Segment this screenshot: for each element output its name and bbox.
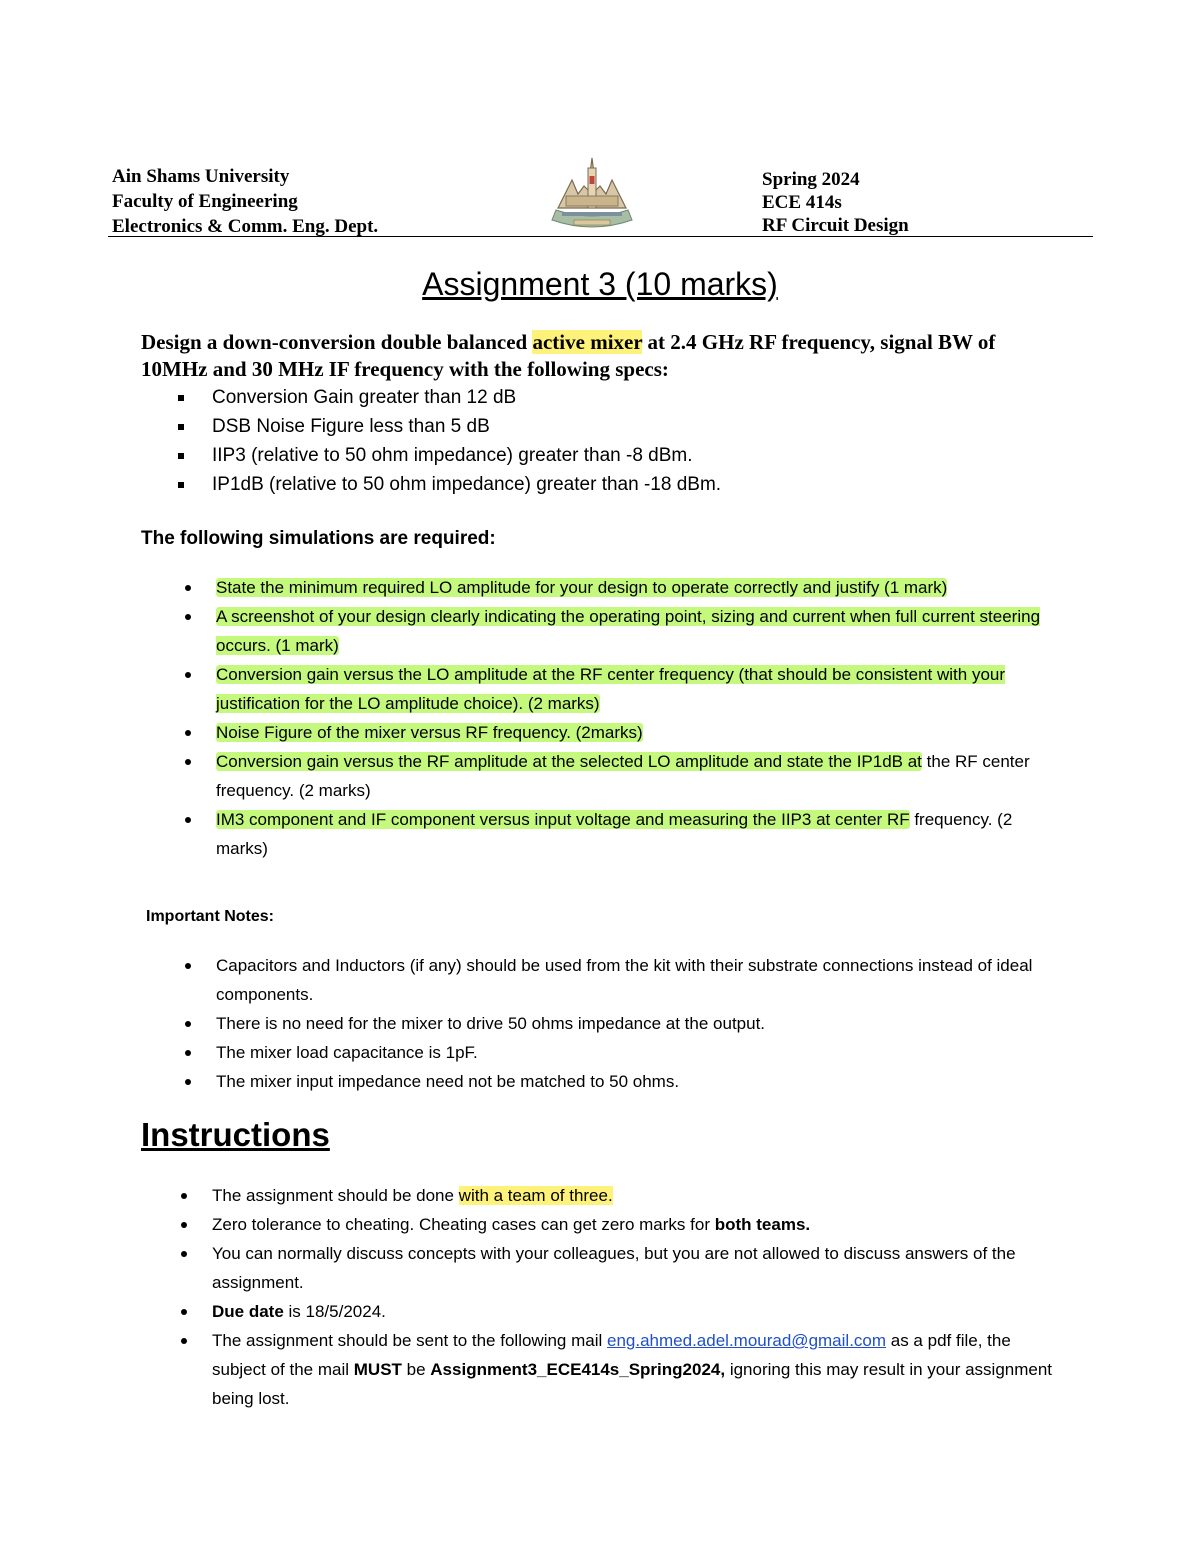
list-item <box>182 602 1062 660</box>
university-logo-icon <box>548 150 636 234</box>
intro-highlight: active mixer <box>532 330 643 354</box>
list-item <box>182 718 1062 747</box>
list-item <box>182 805 1062 863</box>
design-statement <box>141 329 1061 383</box>
item-text: The assignment should be sent to the following mail <box>212 1331 608 1350</box>
highlighted-text: Noise Figure of the mixer versus RF frequency. (2marks) <box>216 723 643 742</box>
due-date-label: Due date <box>212 1302 284 1321</box>
simulations-heading: The following simulations are required: <box>141 528 496 549</box>
list-item <box>178 1326 1058 1413</box>
highlighted-text: State the minimum required LO amplitude for your design to operate correctly and justify (1 mark) <box>216 578 948 597</box>
course-code: ECE 414s <box>762 192 842 213</box>
highlighted-text: Conversion gain versus the RF amplitude at the selected LO amplitude and state the IP1dB at <box>216 752 922 771</box>
instructions-heading: Instructions <box>141 1116 330 1153</box>
list-item: DSB Noise Figure less than 5 dB <box>170 412 721 441</box>
list-item: Conversion Gain greater than 12 dB <box>170 383 721 412</box>
item-text: ignoring this may result in your assignment being lost. <box>212 1360 1053 1408</box>
list-item <box>182 573 1062 602</box>
notes-heading: Important Notes: <box>146 908 274 925</box>
university-name: Ain Shams University <box>112 166 290 187</box>
course-name: RF Circuit Design <box>762 215 909 236</box>
bold-text: MUST <box>353 1360 402 1379</box>
list-item: The mixer load capacitance is 1pF. <box>182 1038 1062 1067</box>
item-text: frequency. (2 marks) <box>216 810 1013 858</box>
list-item: The mixer input impedance need not be matched to 50 ohms. <box>182 1067 1062 1096</box>
header-left <box>112 164 378 239</box>
highlighted-text: Conversion gain versus the LO amplitude at the RF center frequency (that should be consistent with your justification for the LO amplitude choice). (2 marks) <box>216 665 1006 713</box>
faculty-name: Faculty of Engineering <box>112 191 298 212</box>
highlighted-text: IM3 component and IF component versus input voltage and measuring the IIP3 at center RF <box>216 810 910 829</box>
bold-text: both teams. <box>714 1215 811 1234</box>
list-item <box>178 1210 1058 1239</box>
page-title: Assignment 3 (10 marks) <box>422 266 778 302</box>
list-item: Capacitors and Inductors (if any) should be used from the kit with their substrate connections instead of ideal components. <box>182 951 1062 1009</box>
highlighted-text: A screenshot of your design clearly indicating the operating point, sizing and current when full current steering occurs. (1 mark) <box>216 607 1041 655</box>
header-right <box>762 168 909 237</box>
list-item: IP1dB (relative to 50 ohm impedance) greater than -18 dBm. <box>170 470 721 499</box>
list-item <box>182 660 1062 718</box>
department-name: Electronics & Comm. Eng. Dept. <box>112 216 379 237</box>
due-date-value: is 18/5/2024. <box>283 1302 386 1321</box>
semester: Spring 2024 <box>762 169 860 190</box>
intro-text: Design a down-conversion double balanced <box>141 330 533 354</box>
email-link[interactable]: eng.ahmed.adel.mourad@gmail.com <box>607 1331 887 1350</box>
list-item <box>178 1181 1058 1210</box>
list-item: You can normally discuss concepts with your colleagues, but you are not allowed to discuss answers of the assignment. <box>178 1239 1058 1297</box>
list-item <box>182 747 1062 805</box>
header-divider <box>108 236 1093 237</box>
simulations-list <box>182 573 1062 863</box>
intro-text-rest: at 2.4 GHz RF frequency, signal BW of 10MHz and 30 MHz IF frequency with the following specs: <box>141 330 996 381</box>
item-text: Zero tolerance to cheating. Cheating cases can get zero marks for <box>212 1215 715 1234</box>
highlighted-text: with a team of three. <box>458 1186 613 1205</box>
list-item <box>178 1297 1058 1326</box>
list-item: There is no need for the mixer to drive 50 ohms impedance at the output. <box>182 1009 1062 1038</box>
list-item: IIP3 (relative to 50 ohm impedance) greater than -8 dBm. <box>170 441 721 470</box>
instructions-list <box>178 1181 1058 1413</box>
mail-subject: Assignment3_ECE414s_Spring2024, <box>430 1360 726 1379</box>
item-text: be <box>401 1360 431 1379</box>
notes-list <box>182 951 1062 1096</box>
spec-list <box>170 383 721 499</box>
item-text: the RF center frequency. (2 marks) <box>216 752 1030 800</box>
item-text: The assignment should be done <box>212 1186 459 1205</box>
item-text: as a pdf file, the subject of the mail <box>212 1331 1011 1379</box>
